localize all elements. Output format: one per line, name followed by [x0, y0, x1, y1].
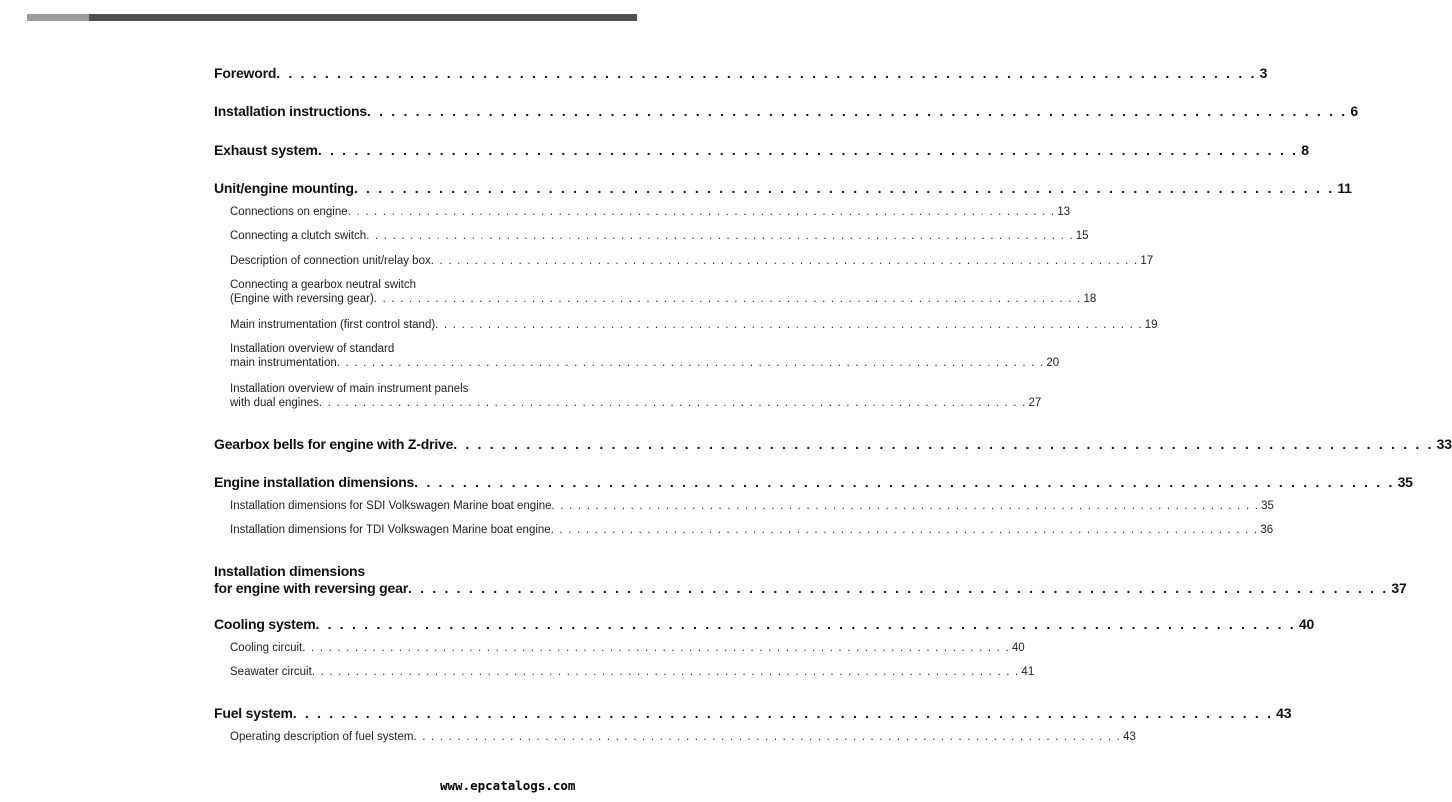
- toc-entry-title-line: Installation overview of standard: [230, 343, 395, 355]
- toc-entry-title: Installation dimensions for TDI Volkswagen Marine boat engine: [230, 524, 551, 536]
- toc-dot-leader: . . . . . . . . . . . . . . . . . . . . . . . . . . . . . . . . . . . . . . . . . . . . . . . . . . . . . . . . . . . . . . . . . . . . . . . . . . . . . . . . .: [366, 230, 1074, 242]
- toc-page-number: 6: [1350, 103, 1358, 119]
- toc-section[interactable]: [214, 279, 1097, 305]
- toc-dot-leader: . . . . . . . . . . . . . . . . . . . . . . . . . . . . . . . . . . . . . . . . . . . . . . . . . . . . . . . . . . . . . . . . . . . . . . . . . . . . . . . . .: [318, 397, 1027, 409]
- toc-dot-leader: . . . . . . . . . . . . . . . . . . . . . . . . . . . . . . . . . . . . . . . . . . . . . . . . . . . . . . . . . . . . . . . . . . . . . . . . . . . . . . . . .: [336, 357, 1045, 369]
- toc-dot-leader: . . . . . . . . . . . . . . . . . . . . . . . . . . . . . . . . . . . . . . . . . . . . . . . . . . . . . . . . . . . . . . . . . . . . . . . . . . . . . . . . .: [430, 255, 1139, 267]
- toc-page-number: 19: [1144, 319, 1158, 331]
- header-rule-light-segment: [27, 14, 89, 21]
- toc-section[interactable]: [214, 319, 1158, 331]
- toc-chapter[interactable]: [214, 65, 1268, 81]
- toc-page-number: 43: [1123, 731, 1136, 743]
- toc-page-number: 11: [1337, 180, 1352, 196]
- toc-section[interactable]: [214, 383, 1042, 409]
- toc-dot-leader: . . . . . . . . . . . . . . . . . . . . . . . . . . . . . . . . . . . . . . . . . . . . . . . . . . . . . . . . . . . . . . . . . . . . . . . . . . . . . . . . .: [435, 319, 1143, 331]
- toc-entry-title: Cooling system: [214, 616, 316, 632]
- toc-section[interactable]: [214, 524, 1274, 536]
- toc-dot-leader: . . . . . . . . . . . . . . . . . . . . . . . . . . . . . . . . . . . . . . . . . . . . . . . . . . . . . . . . . . . . . . . . . . . . . . . . . . . . . . . . .: [347, 206, 1056, 218]
- toc-entry-title: Unit/engine mounting: [214, 180, 354, 196]
- toc-dot-leader: . . . . . . . . . . . . . . . . . . . . . . . . . . . . . . . . . . . . . . . . . . . . . . . . . . . . . . . . . . . . . . . . . . . . . . . . . . . . . . . . .: [551, 500, 1260, 512]
- footer-url: www.epcatalogs.com: [440, 778, 576, 793]
- toc-section[interactable]: [214, 343, 1060, 369]
- toc-chapter[interactable]: [214, 705, 1292, 721]
- toc-dot-leader: . . . . . . . . . . . . . . . . . . . . . . . . . . . . . . . . . . . . . . . . . . . . . . . . . . . . . . . . . . . . . . . . . . . . . . . . . . . . . . . . .: [276, 65, 1257, 81]
- toc-entry-title: Connections on engine: [230, 206, 348, 218]
- toc-section[interactable]: [214, 255, 1154, 267]
- toc-chapter[interactable]: [214, 103, 1358, 119]
- toc-page-number: 20: [1046, 357, 1060, 369]
- toc-page-number: 41: [1021, 666, 1035, 678]
- toc-dot-leader: . . . . . . . . . . . . . . . . . . . . . . . . . . . . . . . . . . . . . . . . . . . . . . . . . . . . . . . . . . . . . . . . . . . . . . . . . . . . . . . . .: [407, 580, 1389, 596]
- toc-section[interactable]: [214, 230, 1089, 242]
- toc-dot-leader: . . . . . . . . . . . . . . . . . . . . . . . . . . . . . . . . . . . . . . . . . . . . . . . . . . . . . . . . . . . . . . . . . . . . . . . . . . . . . . . . .: [550, 524, 1259, 536]
- toc-entry-title: Engine installation dimensions: [214, 474, 415, 490]
- toc-chapter[interactable]: [214, 180, 1352, 196]
- toc-chapter[interactable]: [214, 474, 1413, 490]
- toc-entry-title: main instrumentation: [230, 357, 337, 369]
- toc-page-number: 35: [1261, 500, 1274, 512]
- toc-page-number: 33: [1436, 436, 1452, 452]
- toc-section[interactable]: [214, 500, 1274, 512]
- toc-entry-title: Exhaust system: [214, 142, 318, 158]
- toc-entry-title: Installation dimensions for SDI Volkswagen Marine boat engine: [230, 500, 552, 512]
- toc-dot-leader: . . . . . . . . . . . . . . . . . . . . . . . . . . . . . . . . . . . . . . . . . . . . . . . . . . . . . . . . . . . . . . . . . . . . . . . . . . . . . . . . .: [302, 642, 1010, 654]
- toc-entry-title: Cooling circuit: [230, 642, 303, 654]
- toc-dot-leader: . . . . . . . . . . . . . . . . . . . . . . . . . . . . . . . . . . . . . . . . . . . . . . . . . . . . . . . . . . . . . . . . . . . . . . . . . . . . . . . . .: [373, 293, 1082, 305]
- toc-page-number: 18: [1083, 293, 1097, 305]
- header-rule-dark-segment: [89, 14, 637, 21]
- toc-entry-title: Operating description of fuel system: [230, 731, 414, 743]
- toc-dot-leader: . . . . . . . . . . . . . . . . . . . . . . . . . . . . . . . . . . . . . . . . . . . . . . . . . . . . . . . . . . . . . . . . . . . . . . . . . . . . . . . . .: [292, 705, 1274, 721]
- toc-entry-title: Gearbox bells for engine with Z-drive: [214, 436, 454, 452]
- toc-entry-title-line: Installation dimensions: [214, 563, 365, 579]
- toc-entry-title: for engine with reversing gear: [214, 580, 408, 596]
- toc-chapter[interactable]: [214, 142, 1309, 158]
- toc-page-number: 15: [1075, 230, 1089, 242]
- toc-section[interactable]: [214, 206, 1071, 218]
- toc-entry-title: Seawater circuit: [230, 666, 312, 678]
- toc-entry-title: Fuel system: [214, 705, 293, 721]
- toc-page-number: 35: [1397, 474, 1413, 490]
- toc-entry-title-line: Connecting a gearbox neutral switch: [230, 279, 417, 291]
- toc-page-number: 8: [1301, 142, 1309, 158]
- toc-page-number: 13: [1057, 206, 1071, 218]
- header-rule: [27, 14, 637, 21]
- toc-dot-leader: . . . . . . . . . . . . . . . . . . . . . . . . . . . . . . . . . . . . . . . . . . . . . . . . . . . . . . . . . . . . . . . . . . . . . . . . . . . . . . . . .: [317, 142, 1299, 158]
- toc-entry-title: Installation instructions: [214, 103, 367, 119]
- toc-section[interactable]: [214, 642, 1025, 654]
- toc-page-number: 37: [1391, 580, 1407, 596]
- toc-page-number: 3: [1259, 65, 1268, 81]
- toc-section[interactable]: [214, 666, 1035, 678]
- toc-entry-title: Connecting a clutch switch: [230, 230, 367, 242]
- toc-page-number: 17: [1140, 255, 1154, 267]
- toc-dot-leader: . . . . . . . . . . . . . . . . . . . . . . . . . . . . . . . . . . . . . . . . . . . . . . . . . . . . . . . . . . . . . . . . . . . . . . . . . . . . . . . . .: [353, 180, 1335, 196]
- toc-chapter[interactable]: [214, 563, 1407, 596]
- toc-page-number: 40: [1011, 642, 1025, 654]
- toc-dot-leader: . . . . . . . . . . . . . . . . . . . . . . . . . . . . . . . . . . . . . . . . . . . . . . . . . . . . . . . . . . . . . . . . . . . . . . . . . . . . . . . . .: [315, 616, 1296, 632]
- toc-chapter[interactable]: [214, 616, 1315, 632]
- toc-dot-leader: . . . . . . . . . . . . . . . . . . . . . . . . . . . . . . . . . . . . . . . . . . . . . . . . . . . . . . . . . . . . . . . . . . . . . . . . . . . . . . . . .: [366, 103, 1348, 119]
- toc-section[interactable]: [214, 731, 1136, 743]
- toc-dot-leader: . . . . . . . . . . . . . . . . . . . . . . . . . . . . . . . . . . . . . . . . . . . . . . . . . . . . . . . . . . . . . . . . . . . . . . . . . . . . . . . . .: [413, 731, 1122, 743]
- toc-chapter[interactable]: [214, 436, 1452, 452]
- toc-entry-title-line: Installation overview of main instrument panels: [230, 383, 469, 395]
- toc-page-number: 27: [1028, 397, 1042, 409]
- toc-dot-leader: . . . . . . . . . . . . . . . . . . . . . . . . . . . . . . . . . . . . . . . . . . . . . . . . . . . . . . . . . . . . . . . . . . . . . . . . . . . . . . . . .: [453, 436, 1434, 452]
- toc-entry-title: Main instrumentation (first control stand): [230, 319, 436, 331]
- toc-page-number: 40: [1298, 616, 1315, 632]
- toc-dot-leader: . . . . . . . . . . . . . . . . . . . . . . . . . . . . . . . . . . . . . . . . . . . . . . . . . . . . . . . . . . . . . . . . . . . . . . . . . . . . . . . . .: [414, 474, 1395, 490]
- toc-entry-title: Description of connection unit/relay box: [230, 255, 431, 267]
- toc-entry-title: Foreword: [214, 65, 277, 81]
- toc-entry-title: with dual engines: [230, 397, 319, 409]
- toc-page-number: 43: [1276, 705, 1292, 721]
- toc-page-number: 36: [1260, 524, 1274, 536]
- toc-dot-leader: . . . . . . . . . . . . . . . . . . . . . . . . . . . . . . . . . . . . . . . . . . . . . . . . . . . . . . . . . . . . . . . . . . . . . . . . . . . . . . . . .: [311, 666, 1020, 678]
- toc-entry-title: (Engine with reversing gear): [230, 293, 374, 305]
